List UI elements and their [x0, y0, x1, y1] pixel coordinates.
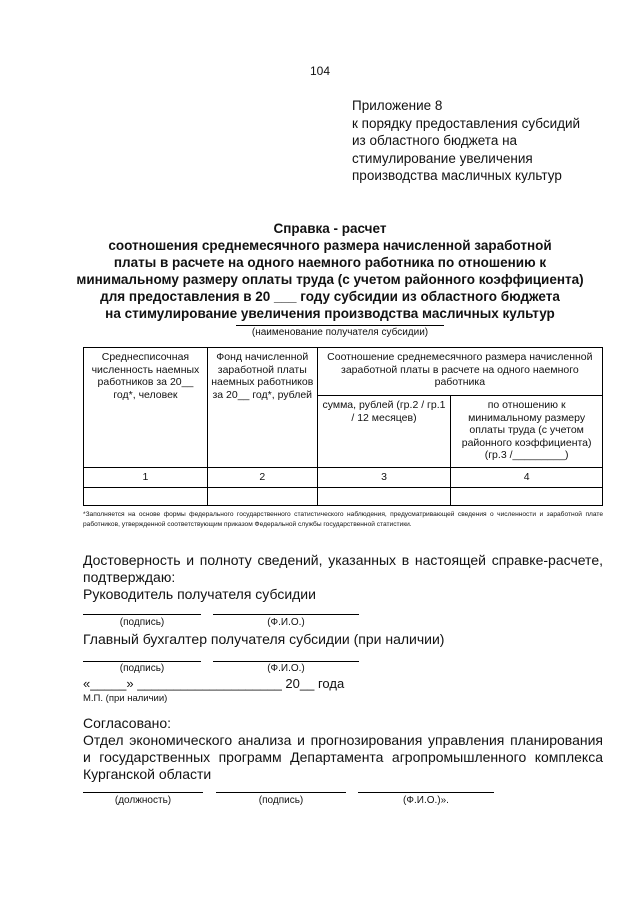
accountant-fio-line[interactable] [213, 661, 359, 662]
title-line: Справка - расчет [273, 221, 387, 236]
appendix-line: Приложение 8 [352, 98, 443, 113]
col-number: 4 [451, 468, 603, 488]
signature-caption: (подпись) [119, 617, 165, 628]
col-number: 1 [84, 468, 208, 488]
fio-caption-end: (Ф.И.О.)». [403, 795, 449, 806]
signature-caption: (подпись) [258, 795, 304, 806]
title-line: для предоставления в 20 ___ году субсидии из областного бюджета [100, 289, 560, 304]
value-cell[interactable] [84, 487, 208, 505]
position-caption: (должность) [114, 795, 172, 806]
recipient-name-line[interactable] [236, 325, 444, 326]
confirmation-text: Достоверность и полноту сведений, указанных в настоящей справке-расчете, подтверждаю: [83, 552, 603, 585]
recipient-caption: (наименование получателя субсидии) [251, 327, 429, 338]
footnote: *Заполняется на основе формы федерального государственного статистического наблюдения, предусматривающей сведения о численности и заработной плате работников, утвержденной соответствующим приказом Федеральной службы государственной статистики. [83, 511, 603, 528]
page-number: 104 [309, 64, 331, 78]
appendix-line: к порядку предоставления субсидий [352, 115, 581, 131]
value-cell[interactable] [451, 487, 603, 505]
head-label: Руководитель получателя субсидии [83, 586, 316, 602]
calculation-table [83, 347, 603, 506]
title-line: минимальному размеру оплаты труда (с учетом районного коэффициента) [76, 272, 584, 287]
appendix-line: из областного бюджета на [352, 133, 518, 148]
fio-caption: (Ф.И.О.) [267, 663, 305, 674]
group-header: Соотношение среднемесячного размера начисленной заработной платы в расчете на одного наемного работника [317, 348, 602, 396]
stamp-note: М.П. (при наличии) [83, 693, 168, 704]
appendix-line: стимулирование увеличения [352, 150, 533, 166]
head-fio-line[interactable] [213, 614, 359, 615]
col-number: 3 [317, 468, 451, 488]
sub1-header: сумма, рублей (гр.2 / гр.1 / 12 месяцев) [317, 396, 451, 468]
head-signature-line[interactable] [83, 614, 201, 615]
department-text: Отдел экономического анализа и прогнозирования управления планирования и государственных программ Департамента агропромышленного комплекса Курганской области [83, 732, 603, 782]
appendix-block [352, 97, 580, 185]
date-line[interactable]: «_____» ____________________ 20__ года [83, 676, 345, 691]
title-line: соотношения среднемесячного размера начисленной заработной [108, 238, 552, 253]
document-title [60, 220, 600, 322]
accountant-label: Главный бухгалтер получателя субсидии (при наличии) [83, 631, 445, 647]
position-line[interactable] [83, 792, 203, 793]
signature-caption: (подпись) [119, 663, 165, 674]
title-line: на стимулирование увеличения производства масличных культур [105, 306, 555, 321]
appendix-line: производства масличных культур [352, 168, 562, 183]
col2-header: Фонд начисленной заработной платы наемных работников за 20__ год*, рублей [207, 348, 317, 468]
agreed-label: Согласовано: [83, 715, 172, 731]
fio-caption: (Ф.И.О.) [267, 617, 305, 628]
accountant-signature-line[interactable] [83, 661, 201, 662]
title-line: платы в расчете на одного наемного работника по отношению к [113, 255, 547, 270]
col1-header: Среднесписочная численность наемных работников за 20__ год*, человек [84, 348, 208, 468]
agreed-fio-line[interactable] [358, 792, 494, 793]
col-number: 2 [207, 468, 317, 488]
value-cell[interactable] [207, 487, 317, 505]
agreed-signature-line[interactable] [216, 792, 346, 793]
sub2-header: по отношению к минимальному размеру оплаты труда (с учетом районного коэффициента) (гр.3 /_________) [451, 396, 603, 468]
value-cell[interactable] [317, 487, 451, 505]
